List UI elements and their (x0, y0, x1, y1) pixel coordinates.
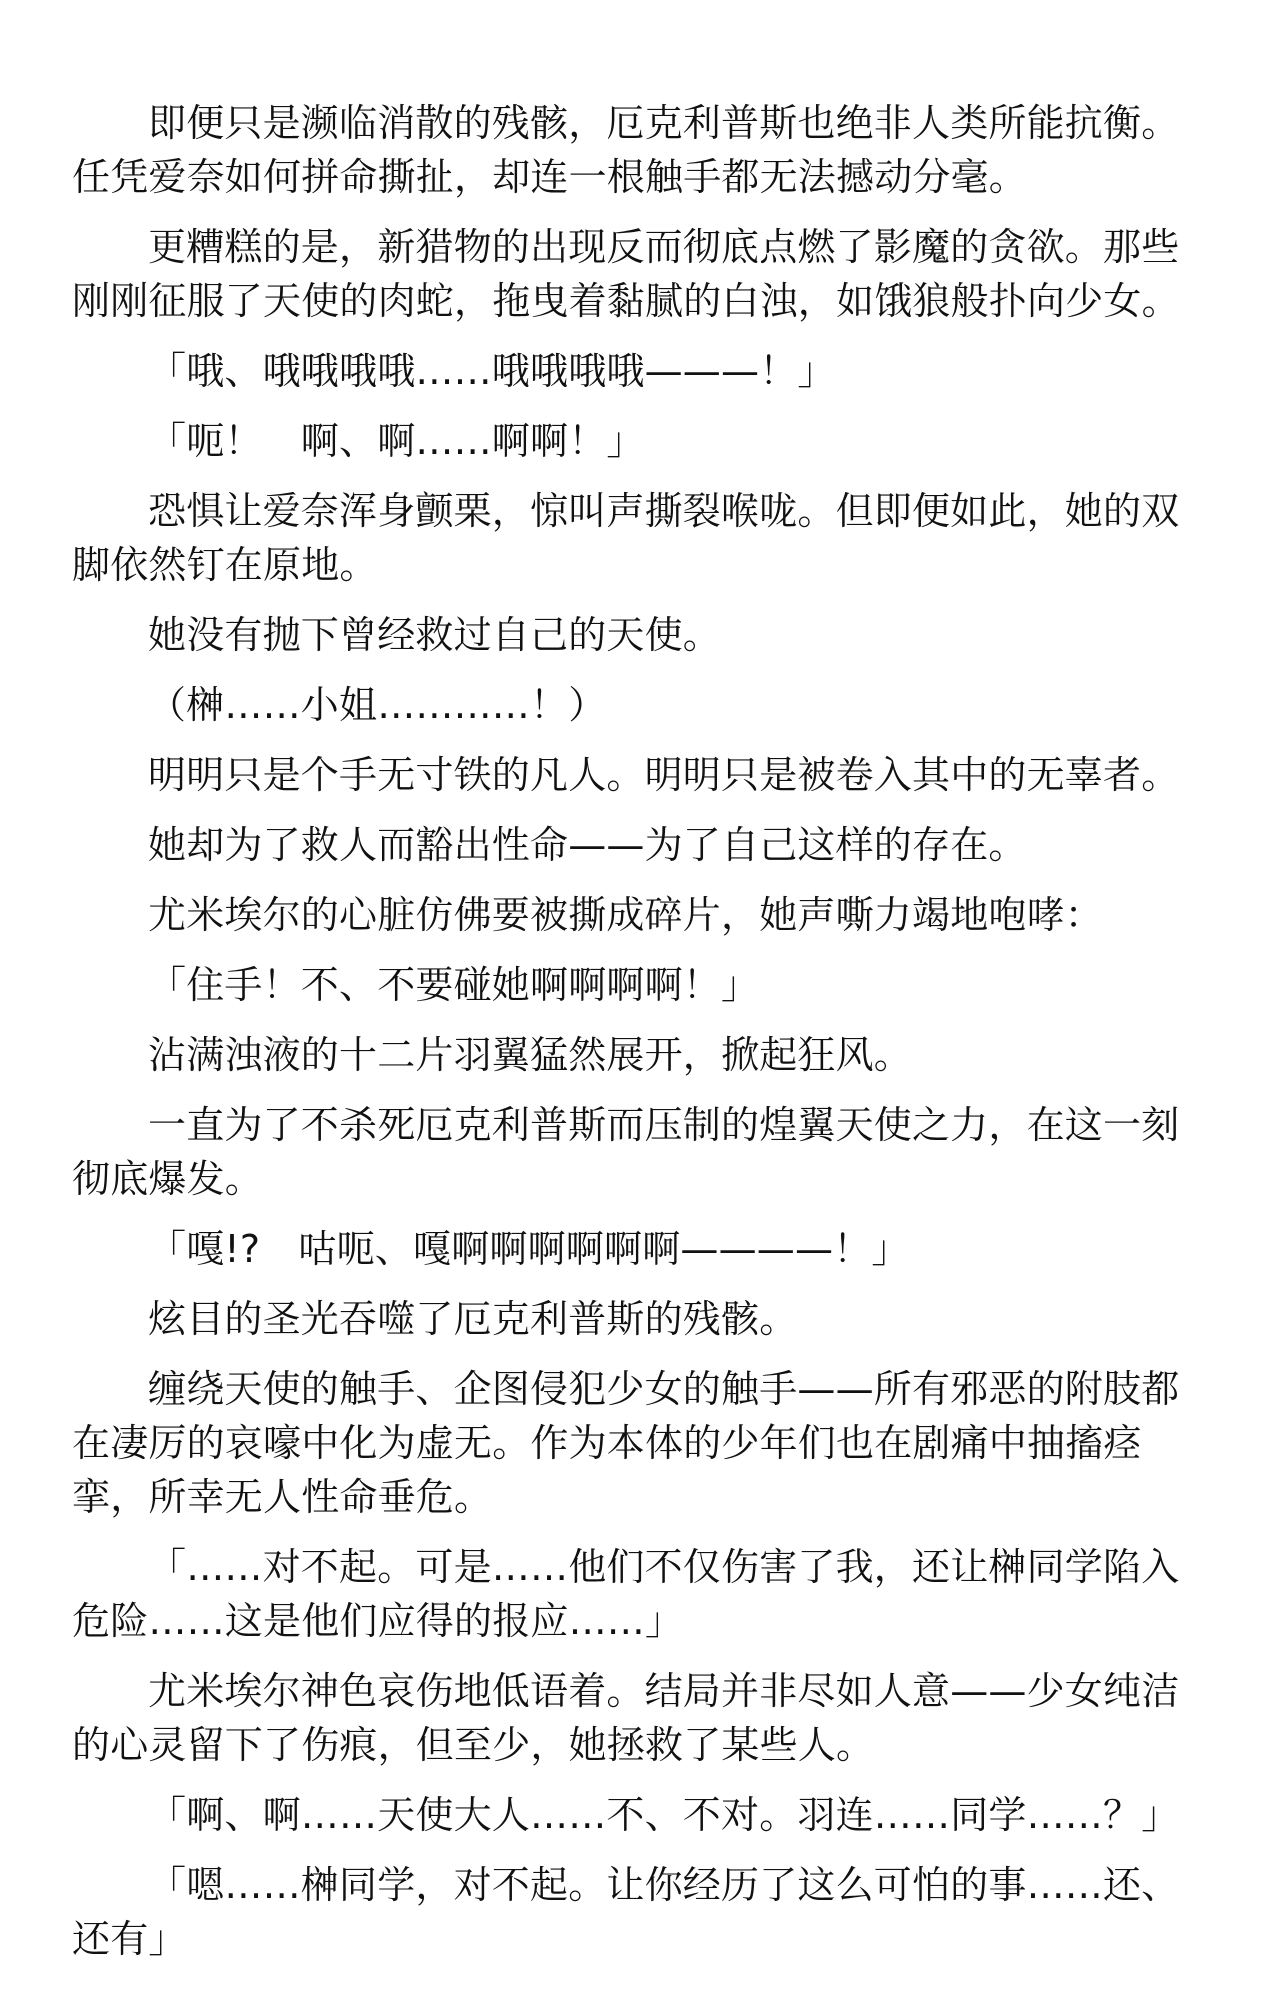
dialogue-line: 「……对不起。可是……他们不仅伤害了我，还让榊同学陷入危险……这是他们应得的报应……」 (72, 1545, 1180, 1643)
paragraph: 一直为了不杀死厄克利普斯而压制的煌翼天使之力，在这一刻彻底爆发。 (72, 1103, 1180, 1201)
text-page (72, 96, 1216, 1982)
dialogue-line: 「哦、哦哦哦哦……哦哦哦哦———！」 (148, 349, 836, 393)
paragraph: 尤米埃尔神色哀伤地低语着。结局并非尽如人意——少女纯洁的心灵留下了伤痕，但至少，她拯救了某些人。 (72, 1669, 1180, 1767)
dialogue-line: 「呃！ 啊、啊……啊啊！」 (148, 419, 645, 463)
paragraph: 沾满浊液的十二片羽翼猛然展开，掀起狂风。 (148, 1033, 913, 1077)
paragraph: 她没有抛下曾经救过自己的天使。 (148, 613, 722, 657)
paragraph: 她却为了救人而豁出性命——为了自己这样的存在。 (148, 823, 1027, 867)
dialogue-line: （榊……小姐…………！） (148, 683, 607, 727)
paragraph: 更糟糕的是，新猎物的出现反而彻底点燃了影魔的贪欲。那些刚刚征服了天使的肉蛇，拖曳着黏腻的白浊，如饿狼般扑向少女。 (72, 225, 1180, 323)
dialogue-line: 「啊、啊……天使大人……不、不对。羽连……同学……？」 (148, 1793, 1180, 1837)
paragraph: 即便只是濒临消散的残骸，厄克利普斯也绝非人类所能抗衡。任凭爱奈如何拼命撕扯，却连一根触手都无法撼动分毫。 (72, 101, 1180, 199)
paragraph: 恐惧让爱奈浑身颤栗，惊叫声撕裂喉咙。但即便如此，她的双脚依然钉在原地。 (72, 489, 1180, 587)
paragraph: 炫目的圣光吞噬了厄克利普斯的残骸。 (148, 1297, 798, 1341)
dialogue-line: 「嘎!? 咕呃、嘎啊啊啊啊啊啊————！」 (148, 1227, 910, 1271)
dialogue-line: 「嗯……榊同学，对不起。让你经历了这么可怕的事……还、还有」 (72, 1863, 1180, 1961)
paragraph: 明明只是个手无寸铁的凡人。明明只是被卷入其中的无辜者。 (148, 753, 1180, 797)
paragraph: 尤米埃尔的心脏仿佛要被撕成碎片，她声嘶力竭地咆哮： (148, 893, 1104, 937)
paragraph: 缠绕天使的触手、企图侵犯少女的触手——所有邪恶的附肢都在凄厉的哀嚎中化为虚无。作为本体的少年们也在剧痛中抽搐痉挛，所幸无人性命垂危。 (72, 1367, 1180, 1519)
dialogue-line: 「住手！不、不要碰她啊啊啊啊！」 (148, 963, 760, 1007)
